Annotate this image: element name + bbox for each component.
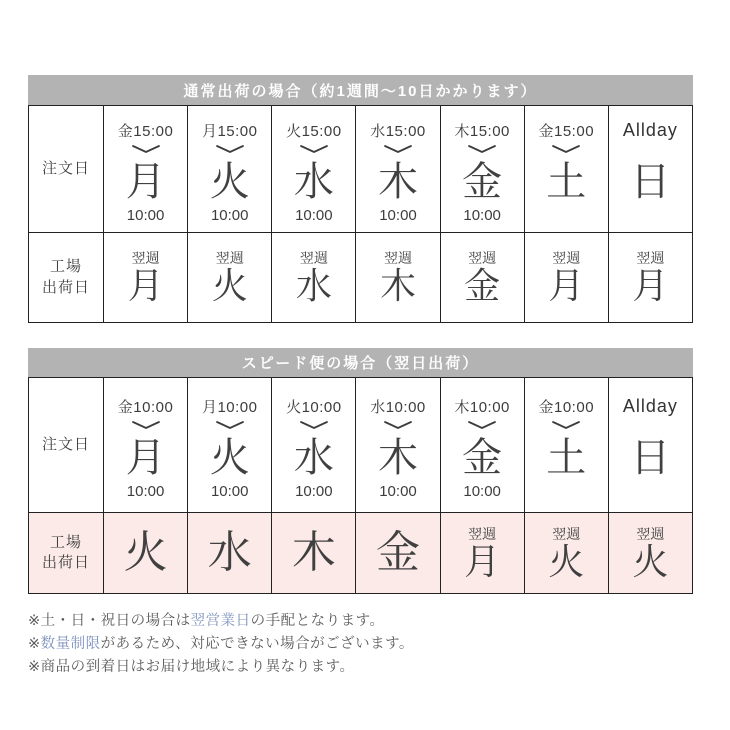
day-kanji: 月 <box>125 160 166 204</box>
arrow-down-icon <box>551 141 581 157</box>
next-week-label: 翌週 <box>552 250 581 266</box>
ship-cell <box>609 513 693 594</box>
next-week-label: 翌週 <box>552 525 581 542</box>
next-week-label: 翌週 <box>299 250 328 266</box>
day-kanji: 月 <box>632 265 669 306</box>
order-cell <box>525 106 609 233</box>
note-highlight: 数量制限 <box>40 636 101 652</box>
table-normal <box>28 105 693 323</box>
deadline-time: 水10:00 <box>370 399 426 416</box>
deadline-time: 金10:00 <box>538 399 595 416</box>
day-kanji: 日 <box>630 160 671 204</box>
order-cell <box>272 106 356 233</box>
arrow-down-icon <box>551 417 581 433</box>
day-kanji: 火 <box>209 436 250 480</box>
deadline-time: 金15:00 <box>117 123 174 140</box>
next-week-label: 翌週 <box>468 250 497 266</box>
ship-cell <box>441 513 525 594</box>
order-cell <box>441 378 525 513</box>
time-label: 10:00 <box>463 483 501 500</box>
note-text: があるため、対応できない場合がございます。 <box>100 636 414 652</box>
day-kanji: 土 <box>546 436 587 480</box>
arrow-down-icon <box>299 417 329 433</box>
order-cell <box>525 378 609 513</box>
day-kanji: 金 <box>464 265 501 306</box>
order-cell-allday <box>609 378 693 513</box>
order-cell-allday <box>609 106 693 233</box>
note-text: ※土・日・祝日の場合は <box>28 613 191 629</box>
time-label: 10:00 <box>295 207 333 224</box>
note-text: ※ <box>28 636 41 652</box>
arrow-down-icon <box>467 141 497 157</box>
next-week-label: 翌週 <box>468 525 497 542</box>
day-kanji: 土 <box>546 160 587 204</box>
deadline-time: 金15:00 <box>538 123 595 140</box>
arrow-down-icon <box>299 141 329 157</box>
arrow-down-icon <box>383 417 413 433</box>
day-kanji: 水 <box>295 265 332 306</box>
row-label-text: 出荷日 <box>41 554 90 571</box>
day-kanji: 水 <box>293 160 334 204</box>
day-kanji: 木 <box>377 436 418 480</box>
day-kanji: 金 <box>462 160 503 204</box>
time-label: 10:00 <box>210 483 249 500</box>
ship-cell <box>525 233 609 323</box>
day-kanji: 火 <box>211 265 248 306</box>
row-label-ship <box>29 513 104 594</box>
time-label: 10:00 <box>379 483 417 500</box>
row-label-text: 出荷日 <box>41 278 90 296</box>
note-text: の手配となります。 <box>250 613 385 629</box>
note-highlight: 翌営業日 <box>190 613 251 629</box>
note-line <box>28 610 414 633</box>
ship-cell <box>272 233 356 323</box>
day-kanji: 金 <box>375 528 420 577</box>
order-cell <box>441 106 525 233</box>
arrow-down-icon <box>467 417 497 433</box>
next-week-label: 翌週 <box>636 525 665 542</box>
day-kanji: 月 <box>125 436 166 480</box>
deadline-time: 金10:00 <box>117 399 174 416</box>
order-cell <box>188 378 272 513</box>
row-label-order <box>29 378 104 513</box>
deadline-time: 月10:00 <box>201 399 258 416</box>
ship-cell <box>441 233 525 323</box>
day-kanji: 水 <box>207 528 252 577</box>
footnotes <box>28 610 414 679</box>
ship-cell <box>525 513 609 594</box>
day-kanji: 火 <box>123 528 168 577</box>
arrow-down-icon <box>215 417 245 433</box>
order-cell <box>356 378 440 513</box>
deadline-time: 火10:00 <box>286 399 342 416</box>
day-kanji: 火 <box>209 160 250 204</box>
note-line <box>28 633 414 656</box>
ship-cell <box>609 233 693 323</box>
table-speed <box>28 377 693 594</box>
ship-cell <box>104 513 188 594</box>
next-week-label: 翌週 <box>215 250 244 266</box>
ship-cell <box>356 513 440 594</box>
next-week-label: 翌週 <box>383 250 412 266</box>
time-label: 10:00 <box>126 207 165 224</box>
row-label-text: 注文日 <box>41 159 90 177</box>
arrow-down-icon <box>131 417 161 433</box>
allday-label: Allday <box>622 396 678 416</box>
day-kanji: 金 <box>462 436 503 480</box>
ship-cell <box>188 513 272 594</box>
order-cell <box>272 378 356 513</box>
next-week-label: 翌週 <box>636 250 665 266</box>
day-kanji: 火 <box>548 540 585 582</box>
deadline-time: 火15:00 <box>286 123 342 140</box>
row-label-order <box>29 106 104 233</box>
ship-cell <box>272 513 356 594</box>
note-line <box>28 656 414 679</box>
ship-cell <box>104 233 188 323</box>
order-cell <box>356 106 440 233</box>
time-label: 10:00 <box>126 483 165 500</box>
day-kanji: 月 <box>464 540 501 582</box>
table-speed-title: スピード便の場合（翌日出荷） <box>28 348 693 377</box>
row-label-ship <box>29 233 104 323</box>
day-kanji: 火 <box>632 540 669 582</box>
ship-cell <box>188 233 272 323</box>
order-cell <box>188 106 272 233</box>
deadline-time: 水15:00 <box>370 123 426 140</box>
arrow-down-icon <box>131 141 161 157</box>
time-label: 10:00 <box>379 207 417 224</box>
time-label: 10:00 <box>295 483 333 500</box>
arrow-down-icon <box>215 141 245 157</box>
deadline-time: 木10:00 <box>454 399 510 416</box>
row-label-text: 工場 <box>49 258 82 276</box>
table-normal-title: 通常出荷の場合（約1週間〜10日かかります） <box>28 75 693 105</box>
arrow-down-icon <box>383 141 413 157</box>
time-label: 10:00 <box>463 207 501 224</box>
next-week-label: 翌週 <box>131 250 160 266</box>
deadline-time: 木15:00 <box>454 123 510 140</box>
note-text: ※商品の到着日はお届け地域により異なります。 <box>28 659 355 675</box>
day-kanji: 日 <box>630 436 671 480</box>
day-kanji: 木 <box>377 160 418 204</box>
day-kanji: 木 <box>291 528 336 577</box>
allday-label: Allday <box>622 120 678 140</box>
day-kanji: 木 <box>379 265 416 306</box>
day-kanji: 月 <box>548 265 585 306</box>
order-cell <box>104 378 188 513</box>
day-kanji: 月 <box>127 265 164 306</box>
ship-cell <box>356 233 440 323</box>
time-label: 10:00 <box>210 207 249 224</box>
order-cell <box>104 106 188 233</box>
row-label-text: 工場 <box>49 533 82 551</box>
row-label-text: 注文日 <box>41 435 90 453</box>
deadline-time: 月15:00 <box>201 123 258 140</box>
day-kanji: 水 <box>293 436 334 480</box>
